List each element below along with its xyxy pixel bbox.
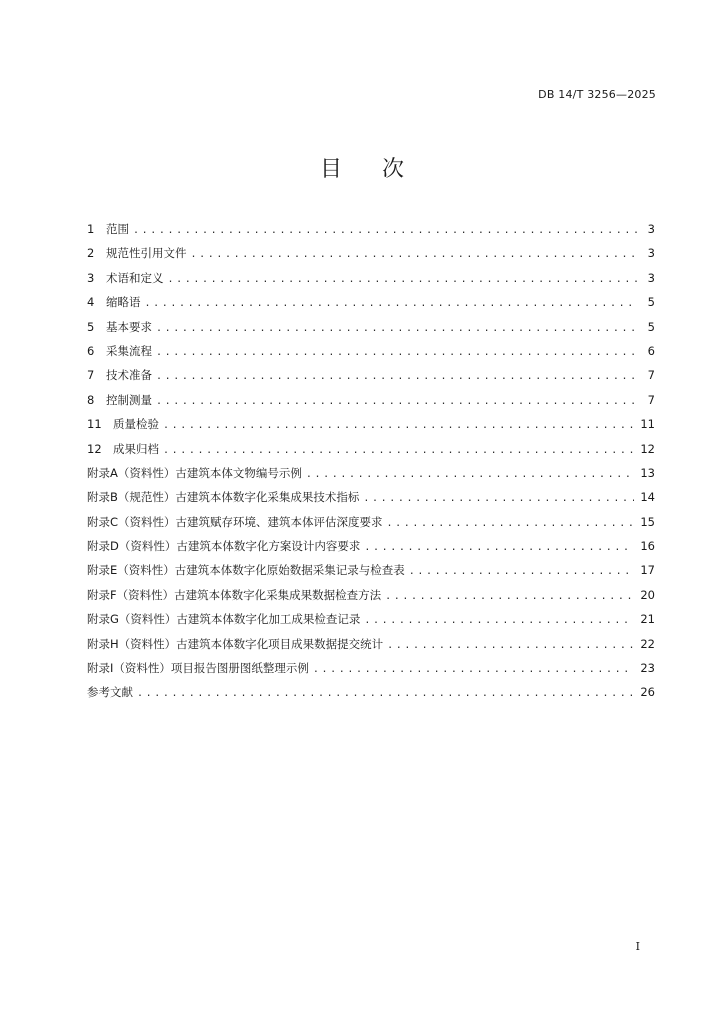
toc-entry-page: 15: [640, 514, 655, 529]
toc-entry[interactable]: [87, 558, 655, 582]
toc-entry[interactable]: [87, 217, 655, 241]
toc-entry-page: 22: [640, 636, 655, 651]
toc-entry-page: 23: [640, 661, 655, 676]
dot-leader: [156, 365, 637, 389]
toc-entry-number: 5: [87, 319, 95, 334]
toc-entry-label: 附录A（资料性）古建筑本体文物编号示例: [87, 465, 302, 480]
dot-leader: [145, 292, 638, 316]
toc-entry-page: 20: [640, 587, 655, 602]
toc-entry-page: 16: [640, 539, 655, 554]
toc-entry-label: 附录G（资料性）古建筑本体数字化加工成果检查记录: [87, 612, 361, 627]
toc-entry-number: 1: [87, 222, 95, 236]
toc-entry-number: 12: [87, 441, 102, 456]
toc-entry[interactable]: [87, 290, 655, 314]
toc-entry[interactable]: [87, 241, 655, 265]
toc-entry-page: 5: [647, 295, 655, 310]
toc-entry[interactable]: [87, 534, 655, 558]
toc-entry-page: 6: [647, 343, 655, 358]
dot-leader: [363, 487, 634, 511]
toc-entry-page: 3: [647, 246, 655, 261]
toc-entry-number: 6: [87, 343, 95, 358]
toc-entry-label: 基本要求: [106, 319, 152, 334]
toc-entry-label: 控制测量: [106, 392, 152, 407]
toc-entry[interactable]: [87, 412, 655, 436]
dot-leader: [168, 268, 638, 292]
toc-entry[interactable]: [87, 388, 655, 412]
toc-entry-label: 技术准备: [106, 368, 152, 383]
toc-entry[interactable]: [87, 339, 655, 363]
toc-entry[interactable]: [87, 266, 655, 290]
dot-leader: [385, 585, 634, 609]
dot-leader: [156, 341, 637, 365]
toc-entry-number: 7: [87, 368, 95, 383]
toc-entry-number: 4: [87, 295, 95, 310]
toc-entry-label: 术语和定义: [106, 270, 164, 285]
toc-entry-page: 13: [640, 465, 655, 480]
toc-entry-label: 附录F（资料性）古建筑本体数字化采集成果数据检查方法: [87, 587, 382, 602]
dot-leader: [163, 414, 634, 438]
dot-leader: [306, 463, 634, 487]
toc-entry[interactable]: [87, 680, 655, 704]
toc-entry[interactable]: [87, 363, 655, 387]
toc-entry-label: 附录I（资料性）项目报告图册图纸整理示例: [87, 661, 309, 676]
dot-leader: [156, 317, 637, 341]
dot-leader: [364, 536, 634, 560]
toc-entry-page: 14: [640, 490, 655, 505]
dot-leader: [137, 682, 634, 706]
dot-leader: [191, 243, 638, 267]
toc-entry-number: 11: [87, 417, 102, 432]
toc-entry-label: 规范性引用文件: [106, 246, 187, 261]
toc-entry[interactable]: [87, 583, 655, 607]
dot-leader: [156, 390, 637, 414]
toc-entry[interactable]: [87, 461, 655, 485]
toc-list: [87, 217, 655, 705]
dot-leader: [163, 439, 634, 463]
toc-entry[interactable]: [87, 632, 655, 656]
toc-entry-page: 17: [640, 563, 655, 578]
toc-entry[interactable]: [87, 485, 655, 509]
toc-entry-label: 质量检验: [113, 417, 159, 432]
dot-leader: [409, 560, 635, 584]
toc-entry-label: 范围: [106, 222, 129, 236]
toc-entry-page: 3: [647, 222, 655, 236]
toc-entry-label: 附录B（规范性）古建筑本体数字化采集成果技术指标: [87, 490, 360, 505]
toc-entry-label: 成果归档: [113, 441, 159, 456]
toc-entry-page: 26: [640, 685, 655, 700]
toc-entry-label: 附录E（资料性）古建筑本体数字化原始数据采集记录与检查表: [87, 563, 405, 578]
toc-entry-page: 11: [640, 417, 655, 432]
toc-entry-page: 12: [640, 441, 655, 456]
toc-entry-number: 2: [87, 246, 95, 261]
toc-entry-label: 采集流程: [106, 343, 152, 358]
toc-entry-number: 8: [87, 392, 95, 407]
dot-leader: [364, 609, 634, 633]
toc-entry-number: 3: [87, 270, 95, 285]
toc-entry-page: 7: [647, 392, 655, 407]
toc-entry-label: 缩略语: [106, 295, 141, 310]
toc-title: 目次: [319, 157, 444, 182]
toc-entry-page: 5: [647, 319, 655, 334]
toc-entry[interactable]: [87, 607, 655, 631]
toc-entry-label: 参考文献: [87, 685, 133, 700]
toc-entry-label: 附录C（资料性）古建筑赋存环境、建筑本体评估深度要求: [87, 514, 383, 529]
dot-leader: [387, 512, 635, 536]
toc-entry[interactable]: [87, 510, 655, 534]
toc-entry-page: 21: [640, 612, 655, 627]
toc-entry-label: 附录H（资料性）古建筑本体数字化项目成果数据提交统计: [87, 636, 384, 651]
toc-entry[interactable]: [87, 656, 655, 680]
dot-leader: [387, 634, 634, 658]
toc-entry[interactable]: [87, 315, 655, 339]
dot-leader: [133, 219, 637, 243]
toc-entry-page: 3: [647, 270, 655, 285]
dot-leader: [313, 658, 634, 682]
toc-entry-page: 7: [647, 368, 655, 383]
page-number: I: [635, 940, 640, 953]
document-code: DB 14/T 3256—2025: [538, 88, 656, 101]
toc-entry[interactable]: [87, 437, 655, 461]
toc-entry-label: 附录D（资料性）古建筑本体数字化方案设计内容要求: [87, 539, 361, 554]
